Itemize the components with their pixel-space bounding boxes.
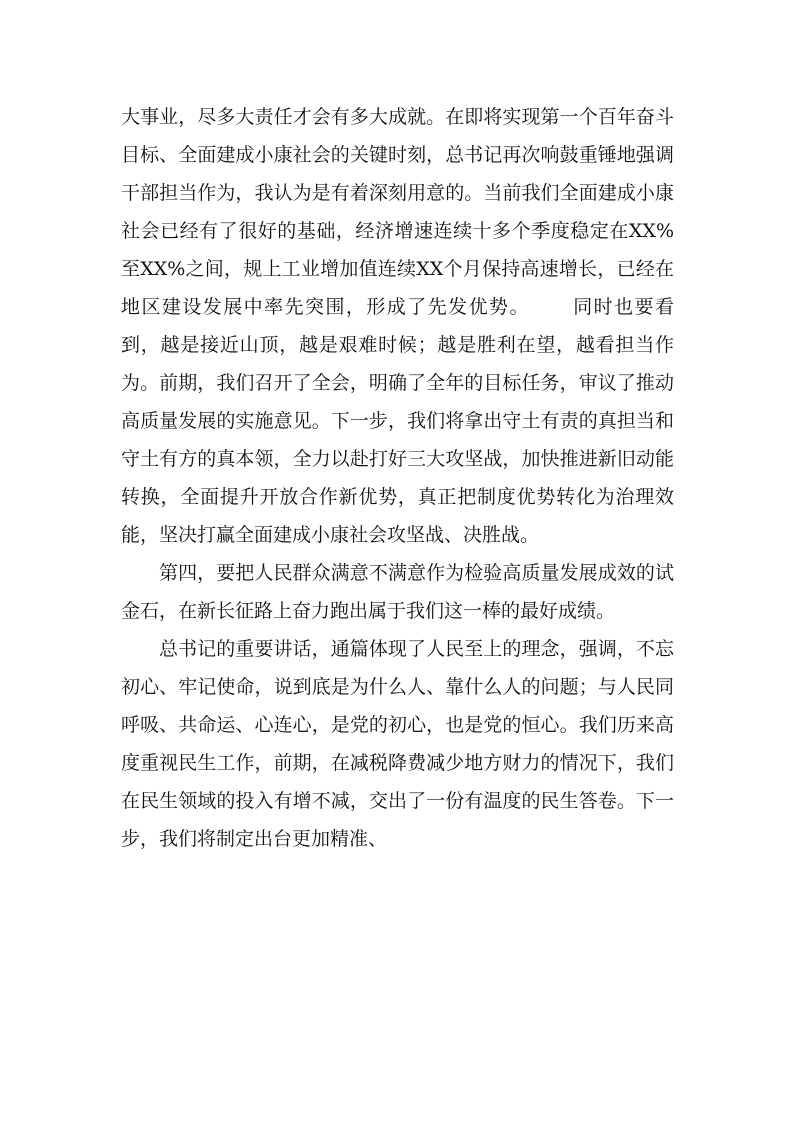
paragraph-1 xyxy=(121,98,674,554)
paragraph-1-part-1: 大事业，尽多大责任才会有多大成就。在即将实现第一个百年奋斗目标、全面建成小康社会的关键时刻，总书记再次响鼓重锤地强调干部担当作为，我认为是有着深刻用意的。当前我们全面建成小康社会已经有了很好的基础，经济增速连续十多个季度稳定在XX%至XX%之间，规上工业增加值连续XX个月保持高速增长，已经在地区建设发展中率先突围，形成了先发优势。 xyxy=(121,106,674,318)
paragraph-1-part-2: 同时也要看到，越是接近山顶，越是艰难时候；越是胜利在望，越看担当作为。前期，我们召开了全会，明确了全年的目标任务，审议了推动高质量发展的实施意见。下一步，我们将拿出守土有责的真担当和守土有方的真本领，全力以赴打好三大攻坚战，加快推进新旧动能转换，全面提升开放合作新优势，真正把制度优势转化为治理效能，坚决打赢全面建成小康社会攻坚战、决胜战。 xyxy=(121,296,674,546)
document-body xyxy=(121,98,674,858)
paragraph-3: 总书记的重要讲话，通篇体现了人民至上的理念，强调，不忘初心、牢记使命，说到底是为什么人、靠什么人的问题；与人民同呼吸、共命运、心连心，是党的初心，也是党的恒心。我们历来高度重视民生工作，前期，在减税降费减少地方财力的情况下，我们在民生领域的投入有增不减，交出了一份有温度的民生答卷。下一步，我们将制定出台更加精准、 xyxy=(121,638,674,850)
paragraph-2: 第四，要把人民群众满意不满意作为检验高质量发展成效的试金石，在新长征路上奋力跑出属于我们这一棒的最好成绩。 xyxy=(121,562,674,622)
